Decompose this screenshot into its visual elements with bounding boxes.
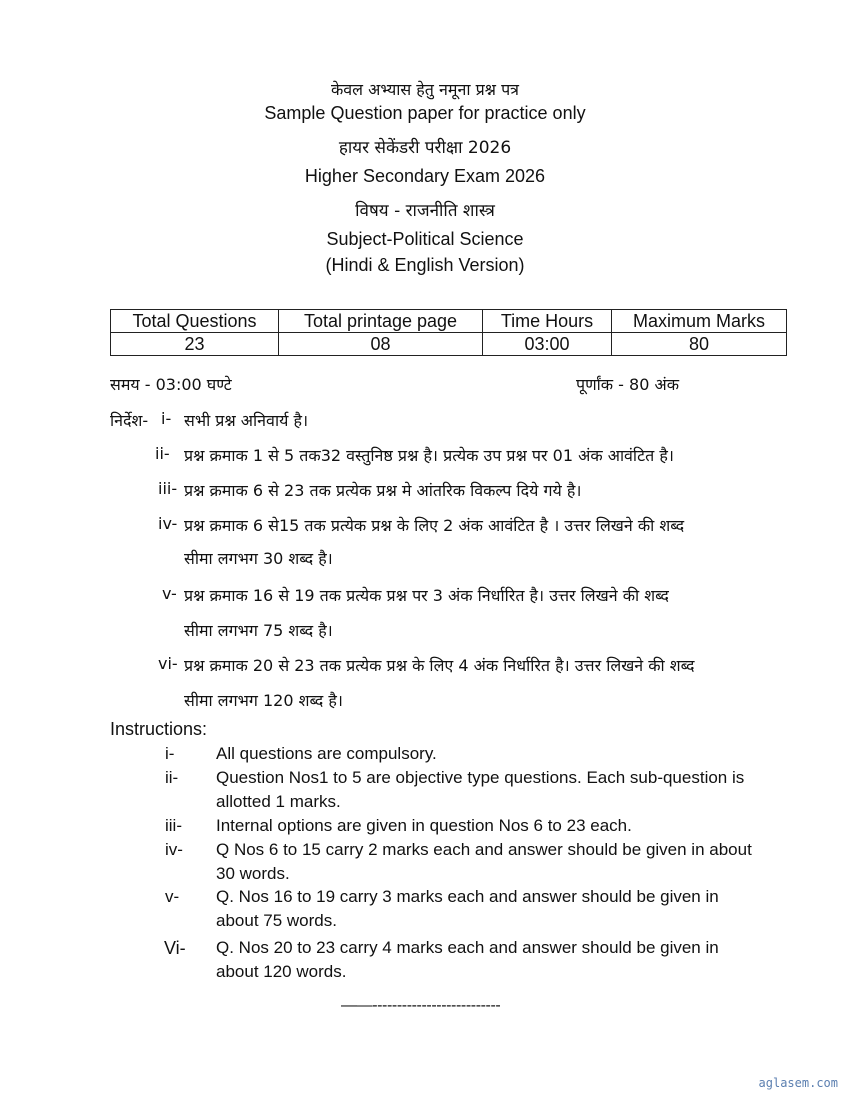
- hindi-item-number: v-: [162, 584, 177, 603]
- header-exam-title: Higher Secondary Exam 2026: [304, 166, 546, 186]
- table-header-row: [111, 310, 787, 333]
- header-maximum-marks: Maximum Marks: [612, 310, 787, 333]
- english-item-text: 30 words.: [216, 864, 290, 883]
- header-hindi-exam: हायर सेकेंडरी परीक्षा 2026: [338, 138, 512, 158]
- hindi-item-number: vi-: [158, 654, 178, 673]
- header-total-questions: Total Questions: [111, 310, 279, 333]
- hindi-item-text: सीमा लगभग 120 शब्द है।: [184, 691, 343, 710]
- header-version: (Hindi & English Version): [325, 255, 525, 275]
- hindi-item-text: सभी प्रश्न अनिवार्य है।: [184, 411, 309, 430]
- hindi-item-number: iii-: [158, 479, 178, 498]
- header-time-hours: Time Hours: [483, 310, 612, 333]
- header-hindi-practice: केवल अभ्यास हेतु नमूना प्रश्न पत्र: [330, 80, 519, 99]
- table-value-row: [111, 333, 787, 356]
- english-item-number: i-: [165, 744, 175, 763]
- english-item-text: Question Nos1 to 5 are objective type questions. Each sub-question is: [216, 768, 745, 787]
- english-item-text: Q. Nos 16 to 19 carry 3 marks each and answer should be given in: [216, 887, 719, 906]
- english-item-text: allotted 1 marks.: [216, 792, 341, 811]
- hindi-item-text: प्रश्न क्रमाक 6 से 23 तक प्रत्येक प्रश्न मे आंतरिक विकल्प दिये गये है।: [184, 481, 582, 500]
- hindi-item-number: i-: [161, 409, 172, 428]
- english-item-text: about 120 words.: [216, 962, 347, 981]
- value-maximum-marks: 80: [612, 333, 787, 356]
- value-time-hours: 03:00: [483, 333, 612, 356]
- header-total-pages: Total printage page: [279, 310, 483, 333]
- value-total-pages: 08: [279, 333, 483, 356]
- header-hindi-subject: विषय - राजनीति शास्त्र: [355, 201, 495, 221]
- english-item-number: iv-: [165, 840, 183, 859]
- hindi-item-text: सीमा लगभग 75 शब्द है।: [184, 621, 333, 640]
- hindi-instructions-heading: निर्देश-: [110, 411, 149, 430]
- english-item-text: Q Nos 6 to 15 carry 2 marks each and answer should be given in about: [216, 840, 752, 859]
- english-item-text: about 75 words.: [216, 911, 337, 930]
- hindi-item-text: सीमा लगभग 30 शब्द है।: [184, 549, 333, 568]
- hindi-item-text: प्रश्न क्रमाक 6 से15 तक प्रत्येक प्रश्न के लिए 2 अंक आवंटित है । उत्तर लिखने की शब्द: [184, 516, 685, 535]
- hindi-item-text: प्रश्न क्रमाक 20 से 23 तक प्रत्येक प्रश्न के लिए 4 अंक निर्धारित है। उत्तर लिखने की शब्द: [184, 656, 695, 675]
- marks-label: पूर्णांक - 80 अंक: [576, 375, 679, 394]
- english-item-text: All questions are compulsory.: [216, 744, 437, 763]
- end-rule: ——--------------------------: [341, 997, 501, 1014]
- hindi-item-text: प्रश्न क्रमाक 1 से 5 तक32 वस्तुनिष्ठ प्रश्न है। प्रत्येक उप प्रश्न पर 01 अंक आवंटित है।: [184, 446, 674, 465]
- english-item-number: iii-: [165, 816, 182, 835]
- english-item-number: ii-: [165, 768, 179, 787]
- header-subject: Subject-Political Science: [326, 229, 524, 249]
- time-label: समय - 03:00 घण्टे: [110, 375, 232, 394]
- english-item-text: Internal options are given in question Nos 6 to 23 each.: [216, 816, 632, 835]
- exam-info-table: [110, 309, 787, 356]
- hindi-item-number: iv-: [158, 514, 178, 533]
- value-total-questions: 23: [111, 333, 279, 356]
- header-sample-paper: Sample Question paper for practice only: [264, 103, 586, 123]
- english-instructions-heading: Instructions:: [110, 719, 208, 739]
- hindi-item-number: ii-: [155, 444, 170, 463]
- english-item-number: v-: [165, 887, 180, 906]
- watermark-text: aglasem.com: [758, 1076, 838, 1090]
- hindi-item-text: प्रश्न क्रमाक 16 से 19 तक प्रत्येक प्रश्न पर 3 अंक निर्धारित है। उत्तर लिखने की शब्द: [184, 586, 669, 605]
- english-item-text: Q. Nos 20 to 23 carry 4 marks each and answer should be given in: [216, 938, 719, 957]
- english-item-number: Vi-: [164, 938, 186, 958]
